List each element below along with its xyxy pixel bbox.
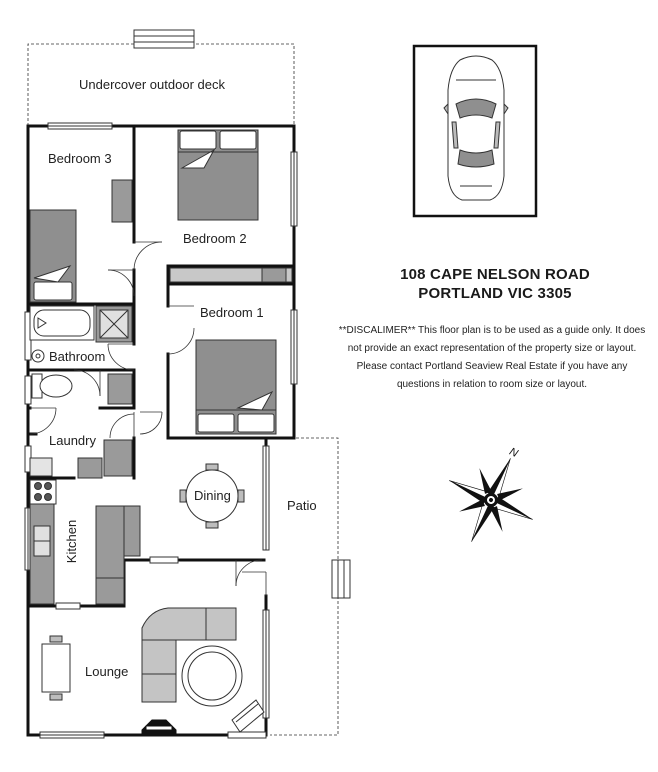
room-label-dining: Dining xyxy=(194,488,231,503)
disclaimer-text: **DISCALIMER** This floor plan is to be used as a guide only. It does not provide an exact representation of the property size or layout. Please contact Portland Seaview Real Estate if you have any questions in relation to room size or layout. xyxy=(338,325,646,390)
table-icon xyxy=(42,636,70,700)
patio-outline xyxy=(270,438,338,735)
corner-unit xyxy=(232,700,264,732)
room-label-bedroom2: Bedroom 2 xyxy=(183,231,247,246)
room-label-laundry: Laundry xyxy=(49,433,96,448)
deck-steps xyxy=(134,30,194,48)
toilet-icon xyxy=(32,374,72,398)
sink-icon xyxy=(34,526,50,556)
room-label-bedroom3: Bedroom 3 xyxy=(48,151,112,166)
sink-icon xyxy=(32,350,44,362)
address-line-1: 108 CAPE NELSON ROAD xyxy=(400,266,590,283)
room-label-patio: Patio xyxy=(287,498,317,513)
heater-icon xyxy=(142,720,176,734)
compass-rose-icon xyxy=(430,439,552,561)
bed-icon xyxy=(30,210,76,302)
stove-icon xyxy=(30,480,56,504)
bed-icon xyxy=(178,130,258,220)
address-line-2: PORTLAND VIC 3305 xyxy=(418,285,572,302)
room-label-kitchen: Kitchen xyxy=(64,519,80,564)
room-label-lounge: Lounge xyxy=(85,664,129,679)
compass-north-label: N xyxy=(507,445,520,461)
coffee-table xyxy=(182,646,242,706)
bed-icon xyxy=(196,340,276,434)
room-label-bathroom: Bathroom xyxy=(49,349,106,364)
car-icon xyxy=(444,56,508,200)
room-label-bedroom1: Bedroom 1 xyxy=(200,305,264,320)
wardrobe-bed3 xyxy=(112,180,132,222)
room-label-deck: Undercover outdoor deck xyxy=(79,77,225,92)
bath-icon xyxy=(30,306,94,340)
shower-icon xyxy=(96,306,132,342)
wardrobe-bed2 xyxy=(170,268,292,282)
vanity xyxy=(108,374,132,404)
patio-steps xyxy=(332,560,350,598)
